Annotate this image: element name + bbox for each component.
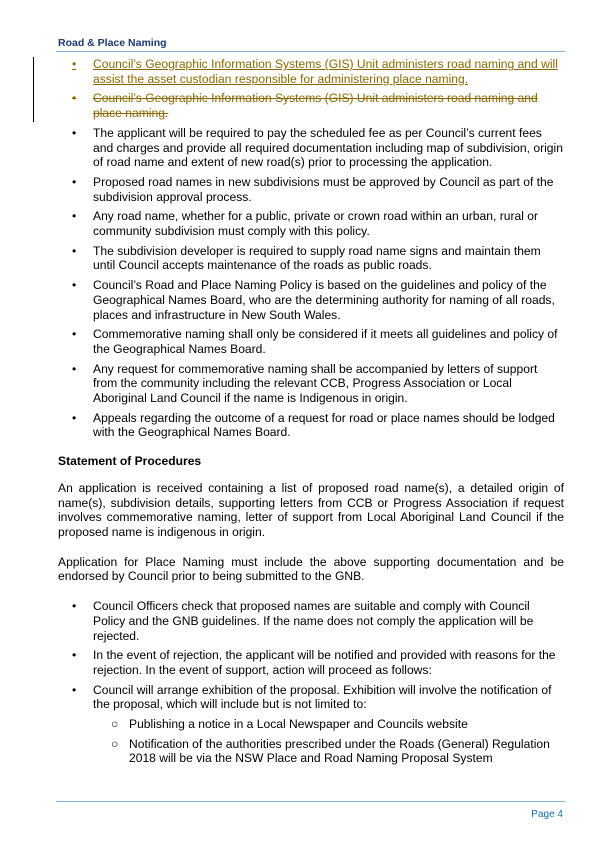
- procedure-paragraph: Application for Place Naming must include the above supporting documentation and be endorsed by Council prior to being submitted to the GNB.: [58, 554, 564, 584]
- list-item: [58, 91, 564, 120]
- bullet-icon: •: [72, 174, 77, 189]
- list-item-text: Any request for commemorative naming shall be accompanied by letters of support from the community including the relevant CCB, Progress Association or Local Aboriginal Land Council if the name is Indigenous in origin.: [93, 361, 538, 406]
- list-item: [58, 599, 564, 643]
- list-item: [58, 648, 564, 677]
- deleted-text: Council’s Geographic Information Systems (GIS) Unit administers road naming and place naming.: [93, 91, 538, 121]
- bullet-icon: •: [72, 327, 77, 342]
- list-item: [58, 411, 564, 440]
- bullet-icon: •: [72, 57, 77, 71]
- bullet-icon: •: [72, 209, 77, 224]
- header-title: Road & Place Naming: [58, 37, 167, 49]
- bullet-icon: •: [72, 682, 77, 697]
- list-item: [58, 57, 564, 86]
- procedure-bullet-list: [58, 599, 564, 766]
- bullet-icon: •: [72, 361, 77, 376]
- bullet-icon: •: [72, 243, 77, 258]
- section-heading: Statement of Procedures: [58, 454, 202, 469]
- list-item-text: Proposed road names in new subdivisions must be approved by Council as part of the subdivision approval process.: [93, 174, 554, 204]
- sub-bullet-list: [93, 717, 564, 766]
- circle-bullet-icon: ○: [111, 736, 119, 751]
- page-number: Page 4: [531, 809, 563, 820]
- list-item-text: Council Officers check that proposed names are suitable and comply with Council Policy and the GNB guidelines. If the name does not comply the application will be rejected.: [93, 599, 534, 643]
- bullet-icon: •: [72, 278, 77, 293]
- list-item-text: In the event of rejection, the applicant will be notified and provided with reasons for the rejection. In the event of support, action will proceed as follows:: [93, 648, 556, 677]
- sub-list-item-text: Publishing a notice in a Local Newspaper and Councils website: [129, 717, 468, 732]
- list-item-text: The applicant will be required to pay the scheduled fee as per Council’s current fees and charges and provide all required documentation including map of subdivision, origin of road name and extent of new road(s) prior to processing the application.: [93, 125, 563, 170]
- footer-rule: [56, 801, 565, 802]
- bullet-icon: •: [72, 125, 77, 140]
- list-item: [58, 683, 564, 767]
- procedure-paragraph: An application is received containing a list of proposed road name(s), a detailed origin of name(s), subdivision details, supporting letters from CCB or Progress Association if request involves commemorative naming, letter of support from Local Aboriginal Land Council if the proposed name is indigenous in origin.: [58, 480, 564, 539]
- list-item: [58, 244, 564, 273]
- list-item: [58, 175, 564, 204]
- document-body: [58, 57, 564, 771]
- list-item-text: Any road name, whether for a public, private or crown road within an urban, rural or community subdivision must comply with this policy.: [93, 209, 539, 239]
- list-item: [58, 327, 564, 356]
- sub-list-item-text: Notification of the authorities prescribed under the Roads (General) Regulation 2018 will be via the NSW Place and Road Naming Proposal System: [129, 736, 550, 766]
- bullet-icon: •: [72, 599, 77, 614]
- circle-bullet-icon: ○: [111, 717, 119, 732]
- policy-bullet-list: [58, 57, 564, 440]
- list-item-text: The subdivision developer is required to supply road name signs and maintain them until Council accepts maintenance of the roads as public roads.: [93, 243, 541, 273]
- list-item-text: Appeals regarding the outcome of a request for road or place names should be lodged with the Geographical Names Board.: [93, 410, 555, 440]
- sub-list-item: [93, 717, 564, 732]
- bullet-icon: •: [72, 410, 77, 425]
- inserted-text: Council’s Geographic Information Systems (GIS) Unit administers road naming and will assist the asset custodian responsible for administering place naming.: [93, 57, 558, 86]
- header-rule: [56, 51, 565, 52]
- list-item-text: Council will arrange exhibition of the proposal. Exhibition will involve the notification of the proposal, which will include but is not limited to:: [93, 682, 552, 712]
- change-bar: [33, 57, 34, 122]
- sub-list-item: [93, 737, 564, 766]
- list-item-text: Commemorative naming shall only be considered if it meets all guidelines and policy of the Geographical Names Board.: [93, 327, 558, 356]
- list-item: [58, 126, 564, 170]
- list-item: [58, 278, 564, 322]
- bullet-icon: •: [72, 91, 77, 106]
- list-item-text: Council’s Road and Place Naming Policy is based on the guidelines and policy of the Geographical Names Board, who are the determining authority for naming of all roads, places and infrastructure in New South Wales.: [93, 278, 555, 322]
- bullet-icon: •: [72, 648, 77, 663]
- list-item: [58, 209, 564, 238]
- list-item: [58, 362, 564, 406]
